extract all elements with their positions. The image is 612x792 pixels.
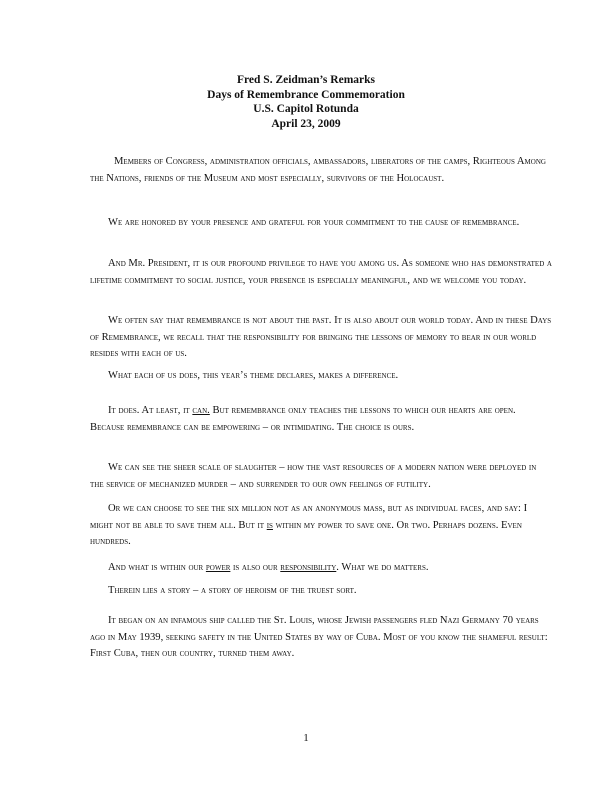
text-run: But remembrance only teaches the lessons to which our hearts are open. Because remembrance can be empowering – or intimidating. The choice is ours. [90,405,516,433]
paragraph-president: And Mr. President, it is our profound privilege to have you among us. As someone who has demonstrated a lifetime commitment to social justice, your presence is especially meaningful, and we welcome you today. [90,258,552,286]
text-run: It does. At least, it [108,405,193,416]
text-run: And what is within our [108,562,206,573]
paragraph-it-does [90,403,552,436]
underlined-word-power: power [205,562,231,573]
text-run: is also our [230,562,281,573]
title-line-date: April 23, 2009 [271,117,341,130]
paragraph-theme: What each of us does, this year’s theme declares, makes a difference. [108,370,399,381]
title-line-speaker: Fred S. Zeidman’s Remarks [237,74,375,86]
paragraph-scale: We can see the sheer scale of slaughter – how the vast resources of a modern nation were deployed in the service of mechanized murder – and surrender to our own feelings of futility. [90,462,537,490]
paragraph-story: Therein lies a story – a story of heroism of the truest sort. [108,585,357,596]
underlined-word-is: is [266,519,273,531]
paragraph-st-louis: It began on an infamous ship called the St. Louis, whose Jewish passengers fled Nazi Germany 70 years ago in May 1939, seeking safety in the United States by way of Cuba. Most of you know the shameful result: First Cuba, then our country, turned them away. [90,615,548,659]
paragraph-choose [90,501,552,551]
paragraph-responsibility [90,560,552,577]
text-run: Or we can choose to see the six million not as an anonymous mass, but as individual faces, and say: I might not be able to save them all. But it [90,503,528,531]
document-title-block [0,73,612,131]
title-line-location: U.S. Capitol Rotunda [253,103,359,115]
paragraph-honored: We are honored by your presence and grateful for your commitment to the cause of remembrance. [108,217,520,228]
text-run: within my power to save one. Or two. Perhaps dozens. Even hundreds. [90,519,522,547]
title-line-event: Days of Remembrance Commemoration [207,88,405,101]
page-number: 1 [303,732,309,744]
underlined-word-responsibility: responsibility [280,562,337,573]
underlined-word-can: can. [192,405,210,416]
text-run: . What we do matters. [336,562,429,573]
paragraph-remembrance: We often say that remembrance is not about the past. It is also about our world today. And in these Days of Remembrance, we recall that the responsibility for bringing the lessons of memory to bear in our world resides with each of us. [90,315,552,359]
paragraph-greeting: Members of Congress, administration officials, ambassadors, liberators of the camps, Righteous Among the Nations, friends of the Museum and most especially, survivors of the Holocaust. [90,156,546,184]
